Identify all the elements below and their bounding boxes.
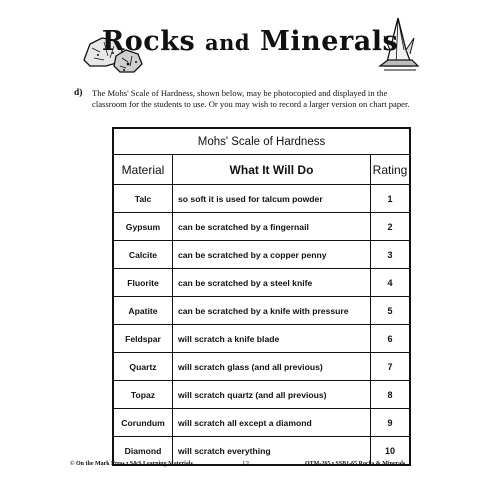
rating-cell: 9: [371, 409, 411, 437]
table-row: [113, 409, 410, 437]
rating-cell: 7: [371, 353, 411, 381]
table-caption: Mohs' Scale of Hardness: [113, 128, 410, 155]
rating-cell: 5: [371, 297, 411, 325]
material-cell: Feldspar: [113, 325, 173, 353]
material-cell: Apatite: [113, 297, 173, 325]
description-cell: can be scratched by a fingernail: [173, 213, 371, 241]
rating-cell: 2: [371, 213, 411, 241]
column-header-material: Material: [113, 155, 173, 185]
hardness-table: [112, 127, 411, 466]
material-cell: Topaz: [113, 381, 173, 409]
description-cell: can be scratched by a steel knife: [173, 269, 371, 297]
material-cell: Fluorite: [113, 269, 173, 297]
material-cell: Corundum: [113, 409, 173, 437]
title-and: and: [205, 30, 251, 55]
table-row: [113, 241, 410, 269]
table-row: [113, 185, 410, 213]
table-row: [113, 325, 410, 353]
footer-page-number: 12: [242, 460, 249, 468]
instruction-label: d): [74, 88, 83, 98]
table-row: [113, 269, 410, 297]
page-title: [0, 26, 500, 57]
column-header-rating: Rating: [371, 155, 411, 185]
material-cell: Talc: [113, 185, 173, 213]
material-cell: Gypsum: [113, 213, 173, 241]
description-cell: can be scratched by a copper penny: [173, 241, 371, 269]
table-header-row: [113, 155, 410, 185]
rating-cell: 3: [371, 241, 411, 269]
rating-cell: 8: [371, 381, 411, 409]
table-row: [113, 353, 410, 381]
instruction-text: The Mohs' Scale of Hardness, shown below, may be photocopied and displayed in the classroom for the students to use. Or you may wish to record a larger version on chart paper.: [92, 88, 410, 109]
description-cell: will scratch all except a diamond: [173, 409, 371, 437]
description-cell: will scratch quartz (and all previous): [173, 381, 371, 409]
table-row: [113, 213, 410, 241]
title-minerals: Minerals: [260, 26, 399, 57]
rating-cell: 6: [371, 325, 411, 353]
table-row: [113, 381, 410, 409]
rating-cell: 4: [371, 269, 411, 297]
description-cell: will scratch a knife blade: [173, 325, 371, 353]
material-cell: Quartz: [113, 353, 173, 381]
description-cell: will scratch glass (and all previous): [173, 353, 371, 381]
footer-publisher: © On the Mark Press • S&S Learning Materials: [70, 461, 193, 467]
title-rocks: Rocks: [101, 26, 196, 57]
description-cell: can be scratched by a knife with pressure: [173, 297, 371, 325]
material-cell: Diamond: [113, 437, 173, 466]
instruction-paragraph: [74, 88, 422, 110]
column-header-what: What It Will Do: [173, 155, 371, 185]
material-cell: Calcite: [113, 241, 173, 269]
description-cell: so soft it is used for talcum powder: [173, 185, 371, 213]
table-row: [113, 297, 410, 325]
rating-cell: 10: [371, 437, 411, 466]
description-cell: will scratch everything: [173, 437, 371, 466]
rating-cell: 1: [371, 185, 411, 213]
footer-product-code: OTM-265 • SSB1-65 Rocks & Minerals: [305, 461, 406, 467]
